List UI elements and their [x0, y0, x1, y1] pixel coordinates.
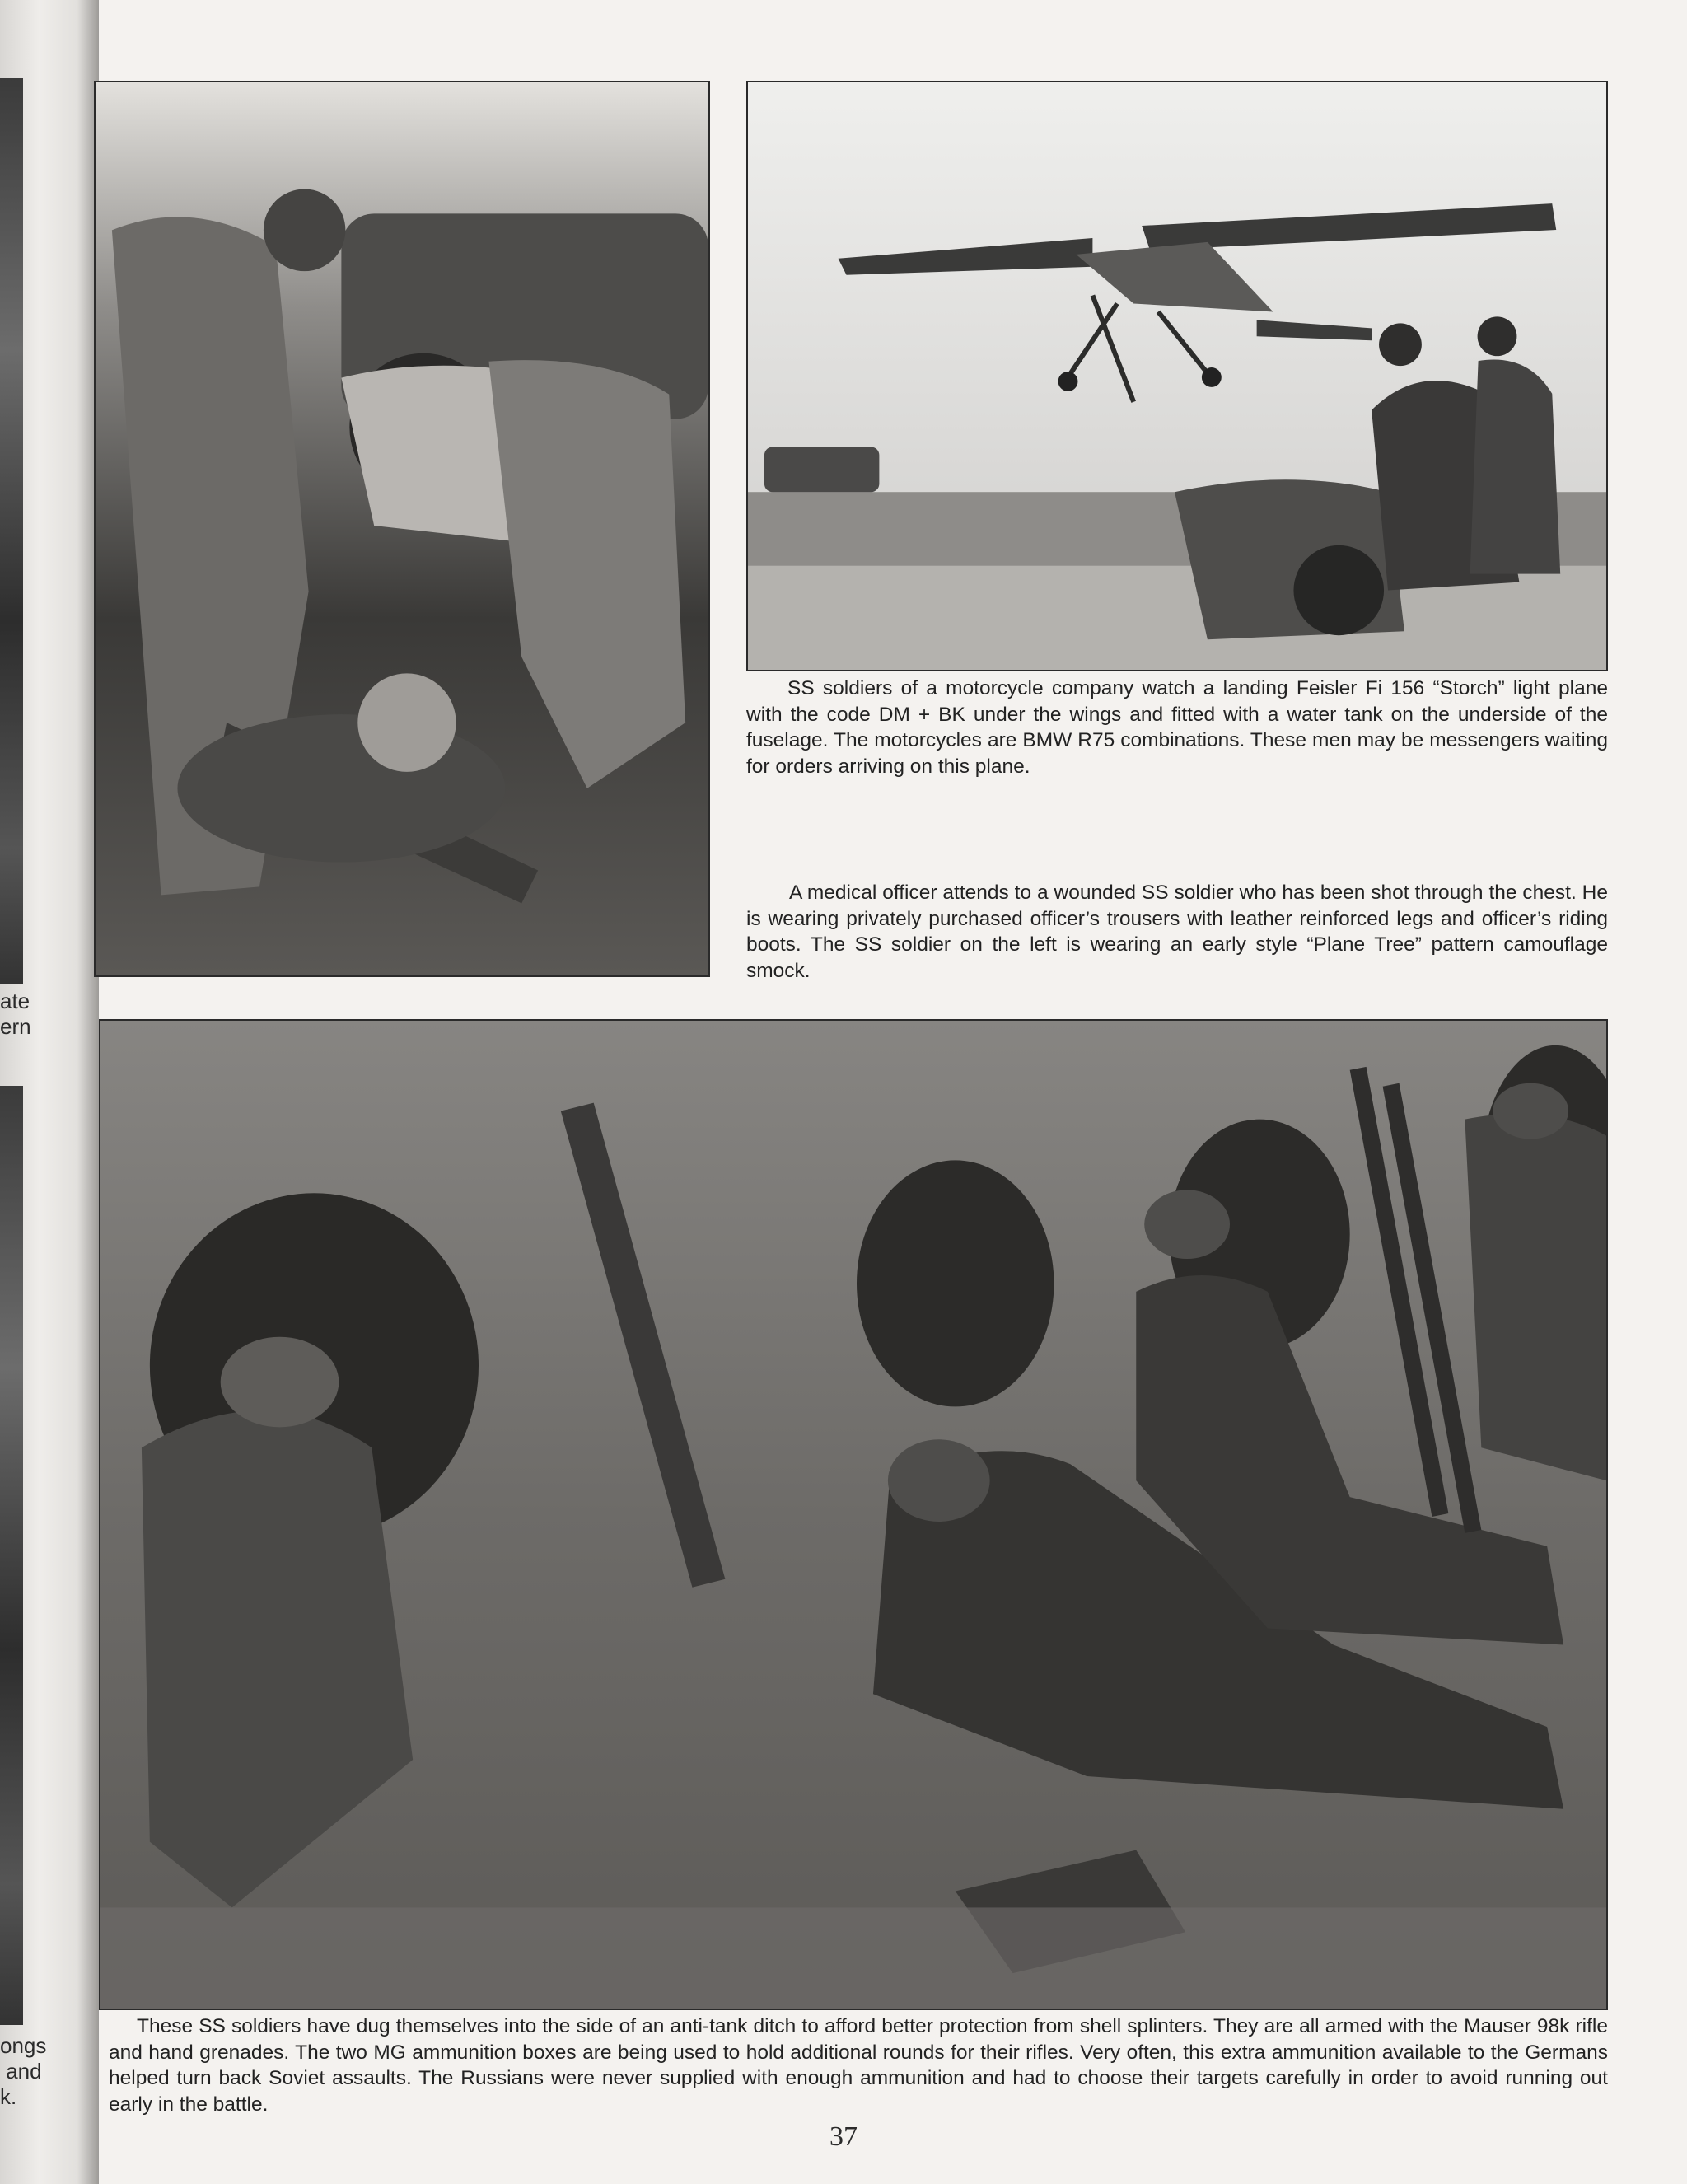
photo-anti-tank-ditch: [99, 1019, 1608, 2010]
photo-medical-officer: [94, 81, 710, 977]
photo-storch-landing: [746, 81, 1608, 671]
previous-page-photo-strip: [0, 78, 23, 984]
caption-anti-tank-ditch: These SS soldiers have dug themselves into the side of an anti-tank ditch to afford better protection from shell splinters. They are all armed with the Mauser 98k rifle and hand grenades. The two MG ammunition boxes are being used to hold additional rounds for their rifles. Very often, this extra ammunition available to the Germans helped turn back Soviet assaults. The Russians were never supplied with enough ammunition and had to choose their targets carefully in order to avoid running out early in the battle.: [109, 2015, 1608, 2116]
previous-page-text-fragment: ongs and k.: [0, 2033, 47, 2109]
caption-medical-officer: A medical officer attends to a wounded SS soldier who has been shot through the chest. He is wearing privately purchased officer’s trousers with leather reinforced legs and officer’s riding boots. The SS soldier on the left is wearing an early style “Plane Tree” pattern camouflage smock.: [746, 882, 1608, 982]
previous-page-photo-strip: [0, 1086, 23, 2025]
previous-page-text-fragment: ate ern: [0, 989, 31, 1039]
caption-storch: SS soldiers of a motorcycle company watch a landing Feisler Fi 156 “Storch” light plane with the code DM + BK under the wings and fitted with a water tank on the underside of the fuselage. The motorcycles are BMW R75 combinations. These men may be messengers waiting for orders arriving on this plane.: [746, 677, 1608, 778]
page-number: 37: [829, 2121, 858, 2152]
